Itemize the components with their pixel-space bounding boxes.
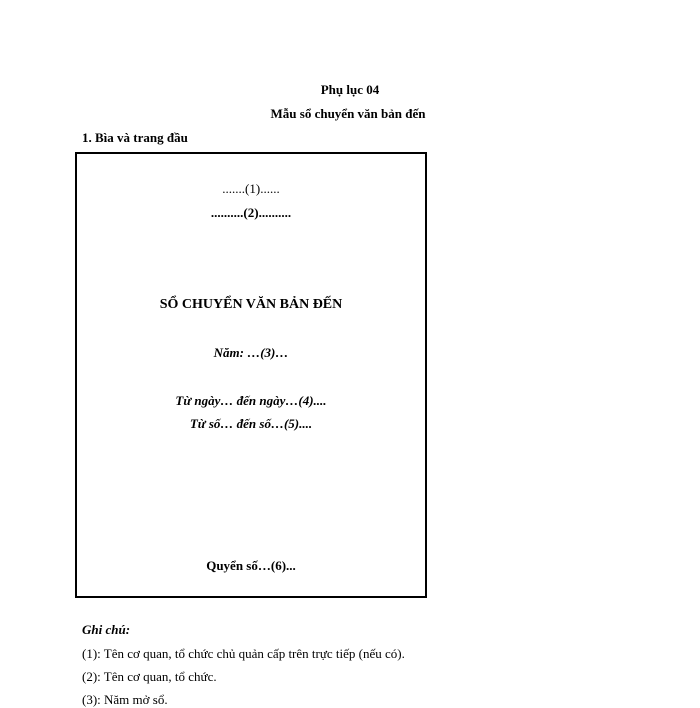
cover-page-box: [75, 152, 427, 598]
note-item: (1): Tên cơ quan, tổ chức chủ quản cấp trên trực tiếp (nếu có).: [82, 646, 405, 661]
section-heading: 1. Bìa và trang đầu: [82, 130, 188, 145]
cover-year: Năm: …(3)…: [213, 345, 289, 360]
cover-volume: Quyển số…(6)...: [206, 558, 296, 573]
cover-number-range: Từ số… đến số…(5)....: [189, 416, 313, 431]
appendix-number: Phụ lục 04: [320, 82, 380, 97]
cover-line-agency: ..........(2)..........: [210, 205, 292, 220]
cover-title: SỔ CHUYỂN VĂN BẢN ĐẾN: [159, 297, 343, 312]
document-subtitle: Mẫu sổ chuyển văn bản đến: [270, 106, 426, 121]
notes-heading: Ghi chú:: [82, 622, 131, 637]
cover-date-range: Từ ngày… đến ngày…(4)....: [175, 393, 327, 408]
cover-line-agency-parent: .......(1)......: [222, 181, 280, 196]
note-item: (2): Tên cơ quan, tổ chức.: [82, 669, 217, 684]
note-item: (3): Năm mở sổ.: [82, 692, 168, 707]
